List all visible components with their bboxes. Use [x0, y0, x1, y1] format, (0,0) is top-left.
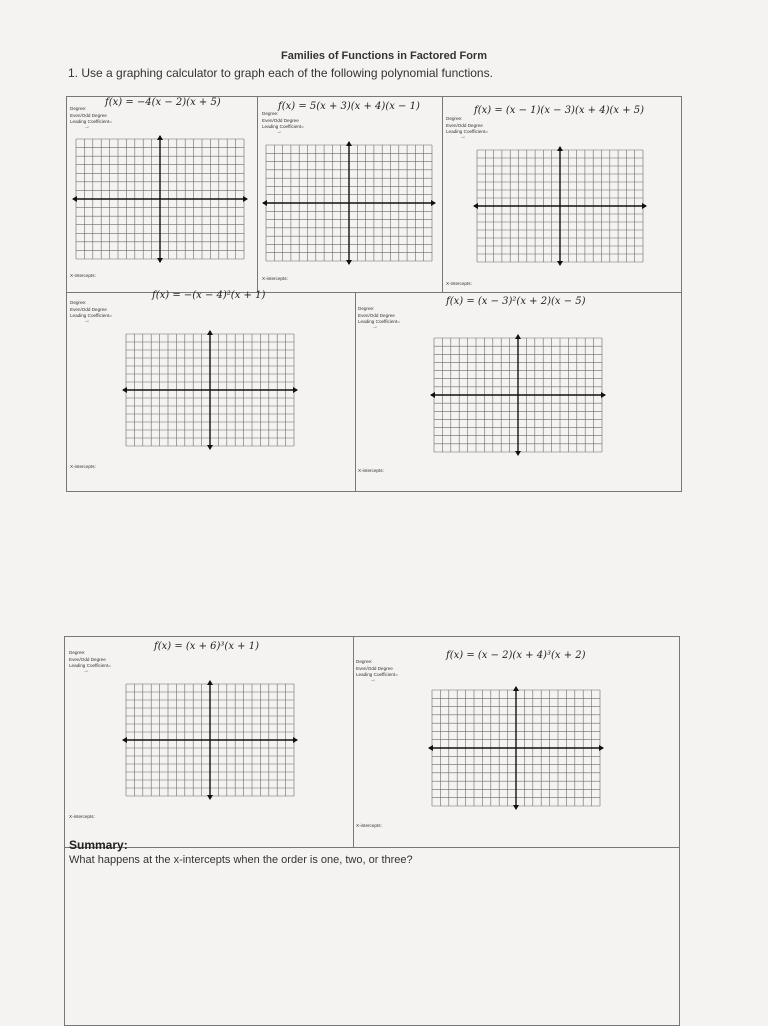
end-behavior-arrow: → [84, 124, 90, 130]
axis-arrowhead [207, 330, 213, 335]
axis-arrowhead [293, 737, 298, 743]
axis-arrowhead [431, 200, 436, 206]
function-formula: f(x) = (x + 6)³(x + 1) [154, 641, 259, 652]
function-formula: f(x) = −(x − 4)²(x + 1) [152, 290, 266, 301]
end-behavior-arrow: → [83, 668, 89, 674]
x-intercepts-label: X-intercepts: [262, 276, 288, 281]
even-odd-label: Even/Odd Degree [70, 306, 107, 312]
degree-label: Degree: [70, 300, 87, 305]
end-behavior-arrow: → [276, 129, 282, 135]
even-odd-label: Even/Odd Degree [69, 656, 106, 662]
axis-arrowhead [157, 135, 163, 140]
axis-arrowhead [515, 451, 521, 456]
axis-arrowhead [599, 745, 604, 751]
x-intercepts-label: X-intercepts: [446, 281, 472, 286]
function-formula: f(x) = (x − 3)²(x + 2)(x − 5) [446, 296, 586, 307]
degree-label: Degree: [358, 306, 375, 311]
leading-coefficient-label: Leading Coefficient= [358, 319, 400, 324]
axis-arrowhead [642, 203, 647, 209]
axis-arrowhead [157, 258, 163, 263]
axis-arrowhead [122, 387, 127, 393]
coordinate-grid[interactable] [428, 686, 604, 810]
x-intercepts-label: X-intercepts: [70, 273, 96, 278]
axis-arrowhead [430, 392, 435, 398]
leading-coefficient-label: Leading Coefficient= [70, 119, 112, 124]
axis-arrowhead [346, 141, 352, 146]
axis-arrowhead [473, 203, 478, 209]
end-behavior-arrow: → [372, 324, 378, 330]
function-formula: f(x) = 5(x + 3)(x + 4)(x − 1) [278, 101, 420, 112]
function-formula: f(x) = (x − 2)(x + 4)³(x + 2) [446, 650, 586, 661]
end-behavior-arrow: → [460, 134, 466, 140]
function-formula: f(x) = (x − 1)(x − 3)(x + 4)(x + 5) [474, 105, 645, 116]
coordinate-grid[interactable] [122, 680, 298, 800]
degree-label: Degree: [262, 111, 279, 116]
degree-label: Degree: [446, 116, 463, 121]
axis-arrowhead [122, 737, 127, 743]
axis-arrowhead [428, 745, 433, 751]
leading-coefficient-label: Leading Coefficient= [70, 313, 112, 318]
x-intercepts-label: X-intercepts: [358, 468, 384, 473]
degree-label: Degree: [70, 106, 87, 111]
coordinate-grid[interactable] [430, 334, 606, 456]
axis-arrowhead [513, 805, 519, 810]
axis-arrowhead [557, 146, 563, 151]
axis-arrowhead [262, 200, 267, 206]
axis-arrowhead [601, 392, 606, 398]
coordinate-grid[interactable] [72, 135, 248, 263]
axis-arrowhead [207, 445, 213, 450]
leading-coefficient-label: Leading Coefficient= [262, 124, 304, 129]
column-divider [257, 97, 258, 293]
even-odd-label: Even/Odd Degree [446, 122, 483, 128]
axis-arrowhead [515, 334, 521, 339]
axis-arrowhead [207, 680, 213, 685]
column-divider [353, 637, 354, 847]
summary-question: What happens at the x-intercepts when the order is one, two, or three? [69, 854, 413, 866]
axis-arrowhead [293, 387, 298, 393]
end-behavior-arrow: → [84, 318, 90, 324]
instruction-text: 1. Use a graphing calculator to graph each of the following polynomial functions. [68, 66, 493, 80]
column-divider [442, 97, 443, 293]
summary-heading: Summary: [69, 838, 128, 852]
axis-arrowhead [72, 196, 77, 202]
axis-arrowhead [557, 261, 563, 266]
leading-coefficient-label: Leading Coefficient= [356, 672, 398, 677]
degree-label: Degree: [356, 659, 373, 664]
end-behavior-arrow: → [370, 677, 376, 683]
worksheet-title: Families of Functions in Factored Form [281, 50, 487, 62]
column-divider [355, 293, 356, 491]
axis-arrowhead [243, 196, 248, 202]
degree-label: Degree: [69, 650, 86, 655]
even-odd-label: Even/Odd Degree [356, 665, 393, 671]
function-formula: f(x) = −4(x − 2)(x + 5) [105, 97, 221, 108]
row-divider [65, 847, 679, 848]
even-odd-label: Even/Odd Degree [262, 117, 299, 123]
x-intercepts-label: X-intercepts: [69, 814, 95, 819]
coordinate-grid[interactable] [122, 330, 298, 450]
x-intercepts-label: X-intercepts: [356, 823, 382, 828]
axis-arrowhead [207, 795, 213, 800]
coordinate-grid[interactable] [262, 141, 436, 265]
coordinate-grid[interactable] [473, 146, 647, 266]
even-odd-label: Even/Odd Degree [358, 312, 395, 318]
leading-coefficient-label: Leading Coefficient= [446, 129, 488, 134]
even-odd-label: Even/Odd Degree [70, 112, 107, 118]
x-intercepts-label: X-intercepts: [70, 464, 96, 469]
axis-arrowhead [346, 260, 352, 265]
axis-arrowhead [513, 686, 519, 691]
leading-coefficient-label: Leading Coefficient= [69, 663, 111, 668]
